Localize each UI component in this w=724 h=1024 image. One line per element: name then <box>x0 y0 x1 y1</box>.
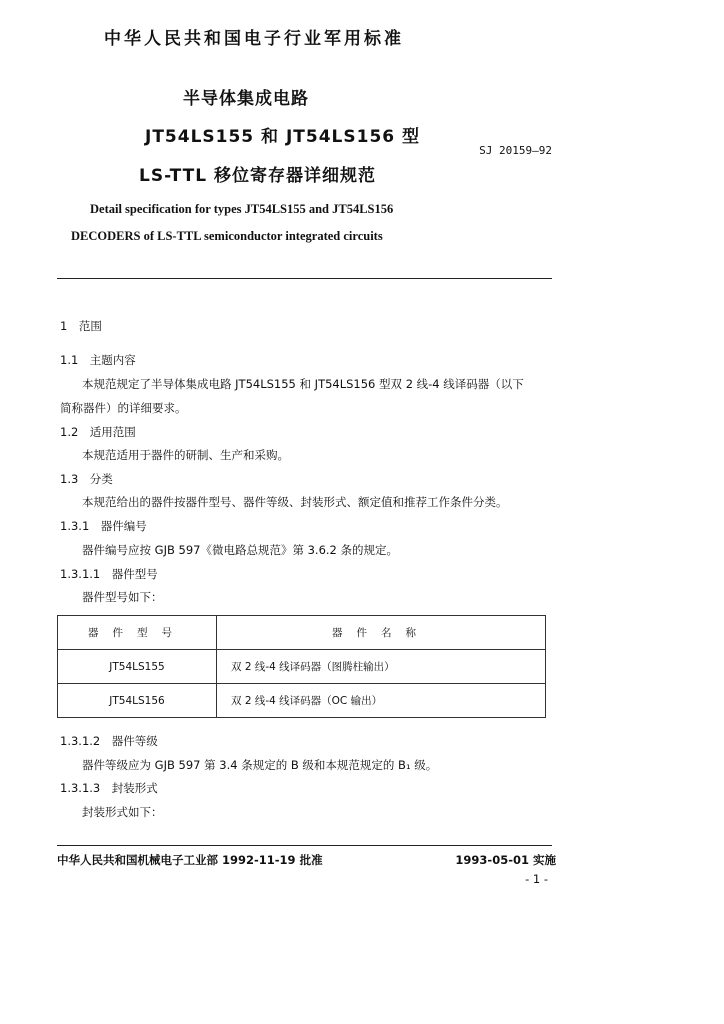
section-1-3-heading: 1.3 分类 <box>60 472 113 486</box>
section-1-3-1-3-paragraph: 封装形式如下： <box>82 805 163 819</box>
section-1-heading: 1 范围 <box>60 319 102 333</box>
section-1-3-1-2-heading: 1.3.1.2 器件等级 <box>60 734 158 748</box>
section-1-3-1-paragraph: 器件编号应按 GJB 597《微电路总规范》第 3.6.2 条的规定。 <box>82 543 399 557</box>
english-title-line1: Detail specification for types JT54LS155 and JT54LS156 <box>90 202 394 216</box>
section-1-2-paragraph: 本规范适用于器件的研制、生产和采购。 <box>82 448 289 462</box>
section-1-3-1-1-heading: 1.3.1.1 器件型号 <box>60 567 158 581</box>
section-1-3-1-1-paragraph: 器件型号如下： <box>82 590 163 604</box>
document-title-line3: LS-TTL 移位寄存器详细规范 <box>139 166 376 186</box>
table-cell-model: JT54LS155 <box>58 650 217 684</box>
table-header-name: 器件名称 <box>217 616 546 650</box>
section-1-3-1-3-heading: 1.3.1.3 封装形式 <box>60 781 158 795</box>
table-cell-name: 双 2 线-4 线译码器（OC 输出） <box>217 684 546 718</box>
section-1-2-heading: 1.2 适用范围 <box>60 425 136 439</box>
section-1-3-1-2-paragraph: 器件等级应为 GJB 597 第 3.4 条规定的 B 级和本规范规定的 B₁ 级。 <box>82 758 438 772</box>
header-divider <box>57 278 552 279</box>
document-title-line1: 半导体集成电路 <box>183 89 309 109</box>
table-header-row <box>58 616 546 650</box>
page-number: - 1 - <box>525 872 548 886</box>
device-model-table <box>57 615 546 718</box>
section-1-3-1-heading: 1.3.1 器件编号 <box>60 519 147 533</box>
standard-code: SJ 20159—92 <box>479 144 552 157</box>
section-1-1-paragraph-line1: 本规范规定了半导体集成电路 JT54LS155 和 JT54LS156 型双 2 线-4 线译码器（以下 <box>82 377 524 391</box>
standard-type-heading: 中华人民共和国电子行业军用标准 <box>104 29 404 49</box>
document-title-line2: JT54LS155 和 JT54LS156 型 <box>145 127 421 147</box>
table-row <box>58 684 546 718</box>
section-1-1-paragraph-line2: 简称器件）的详细要求。 <box>60 401 187 415</box>
table-row <box>58 650 546 684</box>
table-header-model: 器件型号 <box>58 616 217 650</box>
footer-divider <box>57 845 552 846</box>
section-1-1-heading: 1.1 主题内容 <box>60 353 136 367</box>
table-cell-name: 双 2 线-4 线译码器（图腾柱输出） <box>217 650 546 684</box>
section-1-3-paragraph: 本规范给出的器件按器件型号、器件等级、封装形式、额定值和推荐工作条件分类。 <box>82 495 508 509</box>
table-cell-model: JT54LS156 <box>58 684 217 718</box>
effective-date: 1993-05-01 实施 <box>455 853 556 867</box>
english-title-line2: DECODERS of LS-TTL semiconductor integrated circuits <box>71 229 383 243</box>
approval-statement: 中华人民共和国机械电子工业部 1992-11-19 批准 <box>57 853 323 867</box>
